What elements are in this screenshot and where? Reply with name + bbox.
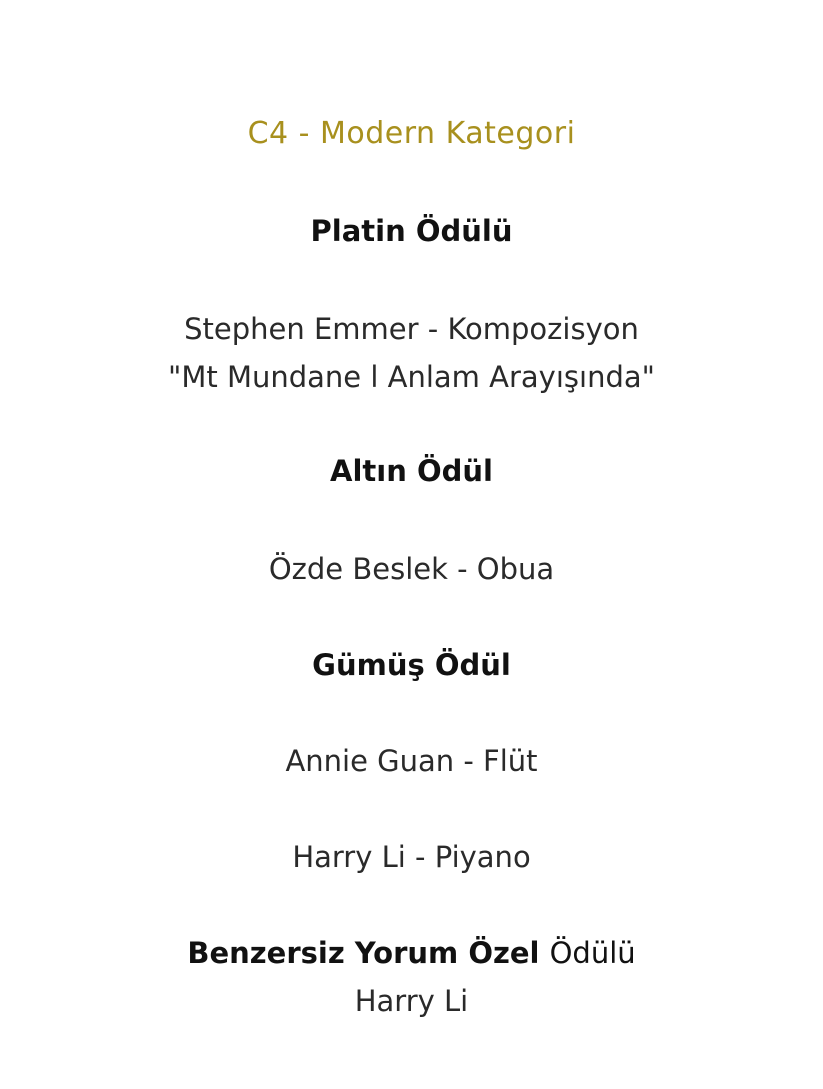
award-heading-silver: Gümüş Ödül	[312, 648, 511, 682]
winner-special: Harry Li	[354, 984, 469, 1018]
award-heading-special-bold: Benzersiz Yorum Özel	[187, 936, 540, 970]
winner-platinum-work: "Mt Mundane l Anlam Arayışında"	[168, 360, 655, 394]
winner-platinum: Stephen Emmer - Kompozisyon	[184, 312, 639, 346]
award-heading-platinum: Platin Ödülü	[310, 214, 513, 248]
category-title: C4 - Modern Kategori	[247, 116, 576, 151]
winner-gold: Özde Beslek - Obua	[268, 552, 555, 586]
award-heading-special	[0, 936, 823, 970]
award-heading-gold: Altın Ödül	[330, 454, 493, 488]
winner-silver-1: Annie Guan - Flüt	[285, 744, 538, 778]
award-heading-special-regular: Ödülü	[549, 936, 636, 970]
winner-silver-2: Harry Li - Piyano	[292, 840, 531, 874]
